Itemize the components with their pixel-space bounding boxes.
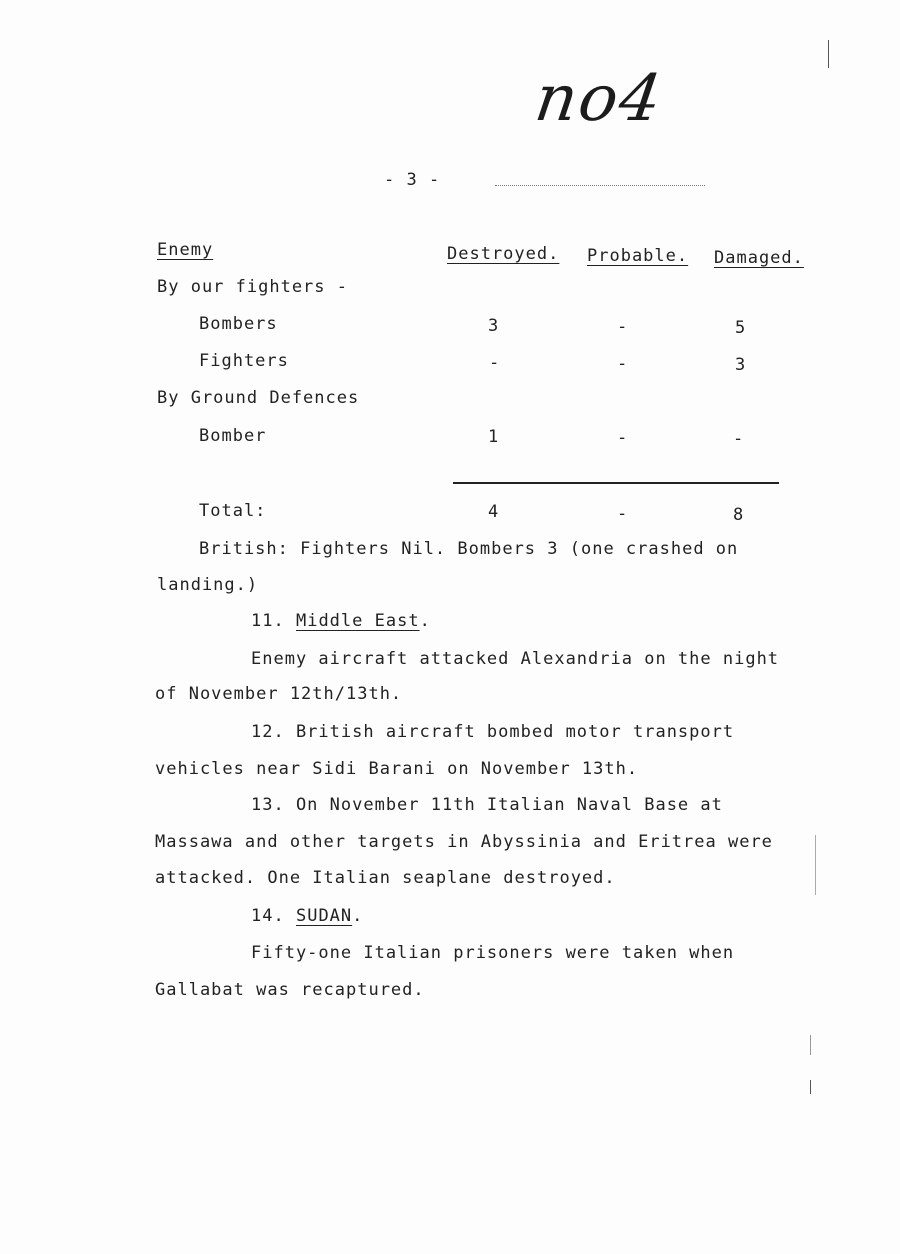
total-damaged: 8: [733, 505, 745, 525]
section-title-period: .: [352, 906, 364, 926]
dotted-line-mark: [495, 185, 705, 186]
cell-destroyed: 3: [488, 316, 500, 336]
cell-destroyed: 1: [488, 427, 500, 447]
scan-mark: [815, 835, 816, 895]
header-destroyed: Destroyed.: [447, 244, 560, 264]
paragraph-line: Massawa and other targets in Abyssinia and Eritrea were: [155, 832, 773, 852]
scan-mark: [810, 1035, 811, 1055]
paragraph-line: vehicles near Sidi Barani on November 13th.: [155, 759, 639, 779]
row-label: Fighters: [199, 351, 289, 371]
total-label: Total:: [199, 501, 267, 521]
paragraph-line: Gallabat was recaptured.: [155, 980, 425, 1000]
scan-mark: [828, 40, 829, 68]
cell-destroyed: -: [489, 353, 501, 373]
paragraph-line: of November 12th/13th.: [155, 684, 403, 704]
british-losses-line-1: British: Fighters Nil. Bombers 3 (one crashed on: [199, 539, 739, 559]
cell-damaged: 3: [735, 355, 747, 375]
header-damaged: Damaged.: [714, 248, 804, 268]
paragraph-line: 13. On November 11th Italian Naval Base at: [251, 795, 723, 815]
paragraph-line: 12. British aircraft bombed motor transport: [251, 722, 735, 742]
row-label: Bomber: [199, 426, 267, 446]
paragraph-line: Fifty-one Italian prisoners were taken when: [251, 943, 735, 963]
page-number: - 3 -: [384, 170, 441, 190]
section-title: Middle East: [295, 611, 420, 631]
british-losses-line-2: landing.): [157, 575, 259, 595]
cell-probable: -: [617, 317, 629, 337]
cell-damaged: -: [733, 429, 745, 449]
section-title: SUDAN: [295, 906, 353, 926]
scan-mark: [810, 1080, 811, 1094]
header-probable: Probable.: [587, 246, 689, 266]
section-11-heading: [251, 611, 431, 631]
total-rule: [453, 482, 779, 484]
section-number: 14.: [251, 906, 285, 926]
cell-probable: -: [617, 428, 629, 448]
paragraph-line: attacked. One Italian seaplane destroyed.: [155, 868, 616, 888]
cell-damaged: 5: [735, 318, 747, 338]
total-destroyed: 4: [488, 502, 500, 522]
cell-probable: -: [617, 354, 629, 374]
group-our-fighters: By our fighters -: [157, 277, 348, 297]
total-probable: -: [617, 504, 629, 524]
header-enemy: Enemy: [157, 240, 214, 260]
section-number: 11.: [251, 611, 285, 631]
group-ground-defences: By Ground Defences: [157, 388, 360, 408]
paragraph-line: Enemy aircraft attacked Alexandria on the night: [251, 649, 780, 669]
section-title-period: .: [419, 611, 431, 631]
section-14-heading: [251, 906, 363, 926]
row-label: Bombers: [199, 314, 278, 334]
handwritten-annotation: no4: [530, 62, 668, 136]
